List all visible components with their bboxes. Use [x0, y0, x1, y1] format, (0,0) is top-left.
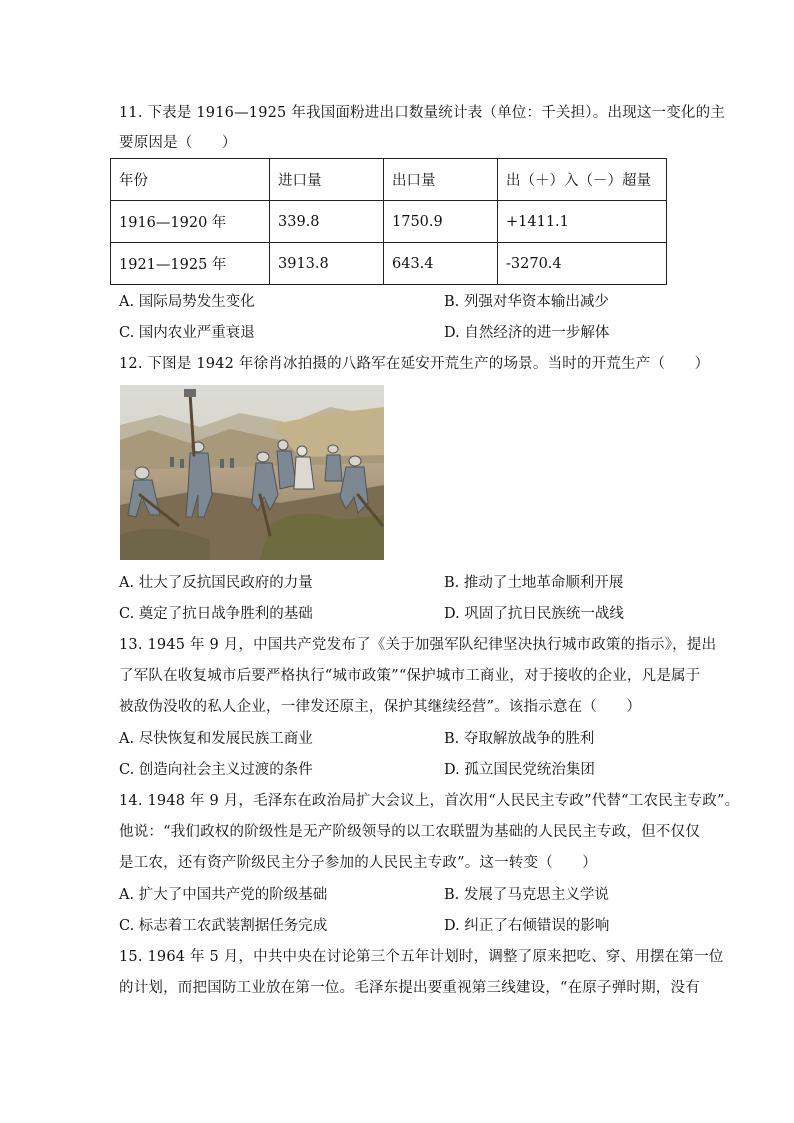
table-header-cell: 进口量: [270, 159, 384, 201]
q13-option-d[interactable]: D. 孤立国民党统治集团: [444, 762, 595, 778]
q13-stem-line1: 13. 1945 年 9 月，中国共产党发布了《关于加强军队纪律坚决执行城市政策的指示》，提出: [119, 637, 717, 653]
q13-option-c[interactable]: C. 创造向社会主义过渡的条件: [119, 762, 313, 778]
q14-stem-line3: 是工农，还有资产阶级民主分子参加的人民民主专政”。这一转变（ ）: [119, 855, 598, 871]
q11-option-a[interactable]: A. 国际局势发生变化: [119, 294, 255, 310]
q11-option-b[interactable]: B. 列强对华资本输出减少: [444, 294, 609, 310]
table-cell: 1916—1920 年: [111, 201, 270, 243]
q13-option-a[interactable]: A. 尽快恢复和发展民族工商业: [119, 731, 313, 747]
photo-illustration: [120, 385, 384, 560]
q11-option-d[interactable]: D. 自然经济的进一步解体: [444, 325, 610, 341]
q12-option-c[interactable]: C. 奠定了抗日战争胜利的基础: [119, 606, 313, 622]
q14-option-d[interactable]: D. 纠正了右倾错误的影响: [444, 918, 610, 934]
q13-stem-line3: 被敌伪没收的私人企业，一律发还原主，保护其继续经营”。该指示意在（ ）: [119, 699, 642, 715]
table-cell: -3270.4: [498, 243, 667, 285]
q14-stem-line1: 14. 1948 年 9 月，毛泽东在政治局扩大会议上，首次用“人民民主专政”代替“工农民主专政”。: [119, 793, 740, 809]
q14-option-c[interactable]: C. 标志着工农武装割据任务完成: [119, 918, 328, 934]
table-cell: 643.4: [384, 243, 498, 285]
table-cell: 3913.8: [270, 243, 384, 285]
q12-option-a[interactable]: A. 壮大了反抗国民政府的力量: [119, 575, 313, 591]
q13-option-b[interactable]: B. 夺取解放战争的胜利: [444, 731, 595, 747]
q14-stem-line2: 他说：“我们政权的阶级性是无产阶级领导的以工农联盟为基础的人民民主专政，但不仅仅: [119, 824, 700, 840]
q13-stem-line2: 了军队在收复城市后要严格执行“城市政策”“保护城市工商业，对于接收的企业，凡是属于: [119, 668, 701, 684]
table-cell: 1750.9: [384, 201, 498, 243]
table-header-cell: 出口量: [384, 159, 498, 201]
table-header-row: [111, 159, 667, 201]
q14-option-b[interactable]: B. 发展了马克思主义学说: [444, 887, 609, 903]
table-row: [111, 243, 667, 285]
table-cell: 1921—1925 年: [111, 243, 270, 285]
q12-option-b[interactable]: B. 推动了土地革命顺利开展: [444, 575, 624, 591]
table-header-cell: 年份: [111, 159, 270, 201]
q15-stem-line1: 15. 1964 年 5 月，中共中央在讨论第三个五年计划时，调整了原来把吃、穿、用摆在第一位: [119, 949, 724, 965]
table-row: [111, 201, 667, 243]
table-header-cell: 出（＋）入（－）超量: [498, 159, 667, 201]
table-cell: 339.8: [270, 201, 384, 243]
q12-option-d[interactable]: D. 巩固了抗日民族统一战线: [444, 606, 624, 622]
q11-stat-table: [110, 158, 667, 285]
q11-option-c[interactable]: C. 国内农业严重衰退: [119, 325, 255, 341]
q12-stem-line1: 12. 下图是 1942 年徐肖冰拍摄的八路军在延安开荒生产的场景。当时的开荒生产（ ）: [119, 356, 710, 372]
table-cell: +1411.1: [498, 201, 667, 243]
q11-stem-line1: 11. 下表是 1916—1925 年我国面粉进出口数量统计表（单位：千关担）。出现这一变化的主: [119, 105, 726, 121]
q12-photo-land-reclamation: [120, 385, 384, 560]
q11-stem-line2: 要原因是（ ）: [119, 135, 237, 151]
q15-stem-line2: 的计划，而把国防工业放在第一位。毛泽东提出要重视第三线建设，“在原子弹时期，没有: [119, 980, 700, 996]
q14-option-a[interactable]: A. 扩大了中国共产党的阶级基础: [119, 887, 328, 903]
